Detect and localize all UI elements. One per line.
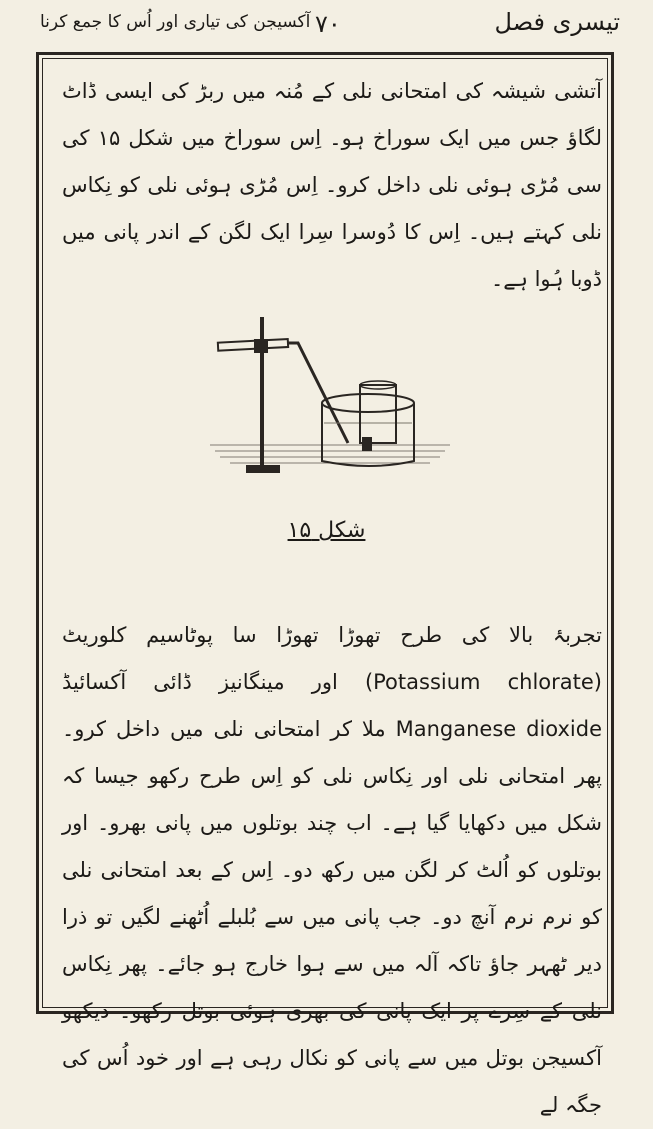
apparatus-illustration — [210, 305, 450, 490]
page-header — [40, 4, 620, 48]
figure-caption: شکل ۱۵ — [287, 518, 366, 543]
running-title: آکسیجن کی تیاری اور اُس کا جمع کرنا — [40, 12, 311, 32]
paragraph-intro: آتشی شیشہ کی امتحانی نلی کے مُنہ میں ربڑ کی ایسی ڈاٹ لگاؤ جس میں ایک سوراخ ہو۔ اِس سوراخ میں شکل ۱۵ کی سی مُڑی ہوئی نلی داخل کرو۔ اِس مُڑی ہوئی نلی کو نِکاس نلی کہتے ہیں۔ اِس کا دُوسرا سِرا ایک لگن کے اندر پانی میں ڈوبا ہُوا ہے۔ — [62, 79, 602, 291]
paragraph-procedure: تجربۂ بالا کی طرح تھوڑا تھوڑا سا پوٹاسیم کلوریٹ (Potassium chlorate) اور مینگانیز ڈائی آکسائیڈ Manganese dioxide ملا کر امتحانی نلی میں داخل کرو۔ پھر امتحانی نلی اور نِکاس نلی کو اِس طرح رکھو جیسا کہ شکل میں دکھایا گیا ہے۔ اب چند بوتلوں میں پانی بھرو۔ اور بوتلوں کو اُلٹ کر لگن میں رکھ دو۔ اِس کے بعد امتحانی نلی کو نرم نرم آنچ دو۔ جب پانی میں سے بُلبلے اُٹھنے لگیں تو ذرا دیر ٹھہر جاؤ تاکہ آلہ میں سے ہوا خارج ہو جائے۔ پھر نِکاس نلی کے سِرے پر ایک پانی کی بھری ہوئی بوتل رکھو۔ دیکھو آکسیجن بوتل میں سے پانی کو نکال رہی ہے اور خود اُس کی جگہ لے — [62, 623, 602, 1117]
chapter-heading: تیسری فصل — [494, 8, 620, 36]
page-number: ۷۰ — [315, 10, 341, 38]
